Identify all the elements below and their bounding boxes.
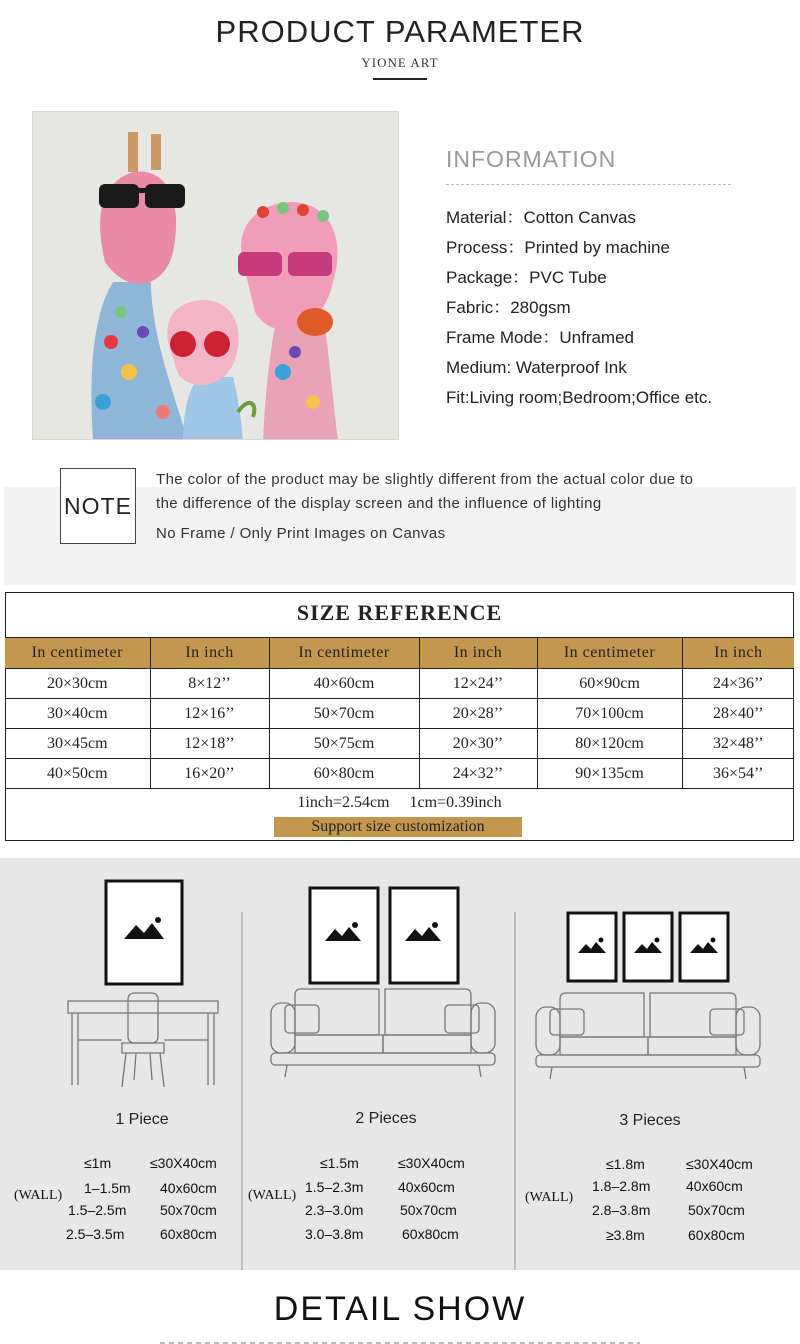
table-cell: 20×28’’ <box>419 699 537 729</box>
layout-1-size-2: 40x60cm <box>160 1180 217 1196</box>
information-list <box>446 207 712 417</box>
layout-divider <box>241 912 243 1270</box>
layout-1-wall-3: 1.5–2.5m <box>68 1202 127 1218</box>
table-cell: 12×24’’ <box>419 669 537 699</box>
information-divider <box>446 184 731 185</box>
layout-2-size-4: 60x80cm <box>402 1226 459 1242</box>
title-underline <box>373 78 427 80</box>
table-cell: 24×36’’ <box>682 669 794 699</box>
layout-3-wall-2: 1.8–2.8m <box>592 1178 651 1194</box>
layout-3-size-2: 40x60cm <box>686 1178 743 1194</box>
info-package: Package：PVC Tube <box>446 268 607 287</box>
table-cell: 28×40’’ <box>682 699 794 729</box>
table-cell: 50×75cm <box>269 729 419 759</box>
table-cell: 16×20’’ <box>150 759 269 789</box>
layout-1-wall-2: 1–1.5m <box>84 1180 131 1196</box>
layout-1-label: 1 Piece <box>115 1111 169 1128</box>
two-pieces-illustration <box>265 885 500 1085</box>
table-cell: 32×48’’ <box>682 729 794 759</box>
size-table-header <box>5 638 794 669</box>
layout-3-size-3: 50x70cm <box>688 1202 745 1218</box>
info-fit: Fit:Living room;Bedroom;Office etc. <box>446 388 713 407</box>
giraffe-family-illustration <box>33 112 399 440</box>
table-cell: 30×45cm <box>5 729 150 759</box>
customization-badge: Support size customization <box>274 817 522 837</box>
info-material: Material：Cotton Canvas <box>446 208 636 227</box>
page-title: PRODUCT PARAMETER <box>215 14 585 49</box>
layout-3-size-4: 60x80cm <box>688 1227 745 1243</box>
table-cell: 70×100cm <box>537 699 682 729</box>
layout-2-size-3: 50x70cm <box>400 1202 457 1218</box>
note-label: NOTE <box>60 468 136 544</box>
header-inch-3: In inch <box>682 638 794 669</box>
table-cell: 36×54’’ <box>682 759 794 789</box>
unit-conversion: 1inch=2.54cm 1cm=0.39inch <box>297 794 502 811</box>
info-medium: Medium: Waterproof Ink <box>446 358 627 377</box>
table-cell: 60×80cm <box>269 759 419 789</box>
layout-3-wall-4: ≥3.8m <box>606 1227 645 1243</box>
header-inch-2: In inch <box>419 638 537 669</box>
header-cm-3: In centimeter <box>537 638 682 669</box>
layout-1-size-4: 60x80cm <box>160 1226 217 1242</box>
table-cell: 24×32’’ <box>419 759 537 789</box>
layout-1-wall-4: 2.5–3.5m <box>66 1226 125 1242</box>
note-line-1: The color of the product may be slightly different from the actual color due to <box>156 471 694 488</box>
layout-2-wall-1: ≤1.5m <box>320 1155 359 1171</box>
table-cell: 90×135cm <box>537 759 682 789</box>
layout-1-wall-label: (WALL) <box>14 1188 63 1203</box>
layout-1-wall-1: ≤1m <box>84 1155 112 1171</box>
three-pieces-illustration <box>530 905 765 1085</box>
layout-1-size-3: 50x70cm <box>160 1202 217 1218</box>
note-line-2: the difference of the display screen and the influence of lighting <box>156 495 602 512</box>
size-table <box>5 637 794 789</box>
table-cell: 12×18’’ <box>150 729 269 759</box>
layout-3-label: 3 Pieces <box>619 1112 681 1129</box>
detail-show-title: DETAIL SHOW <box>273 1290 527 1328</box>
table-row <box>5 729 794 759</box>
info-fabric: Fabric：280gsm <box>446 298 571 317</box>
header-cm-2: In centimeter <box>269 638 419 669</box>
detail-subtitle-cropped <box>160 1338 640 1344</box>
layout-2-wall-4: 3.0–3.8m <box>305 1226 364 1242</box>
info-process: Process：Printed by machine <box>446 238 670 257</box>
layout-3-wall-1: ≤1.8m <box>606 1156 645 1172</box>
table-cell: 60×90cm <box>537 669 682 699</box>
table-cell: 40×60cm <box>269 669 419 699</box>
table-cell: 50×70cm <box>269 699 419 729</box>
layout-3-wall-label: (WALL) <box>525 1190 574 1205</box>
note-line-3: No Frame / Only Print Images on Canvas <box>156 525 446 542</box>
brand-subtitle: YIONE ART <box>361 55 439 70</box>
layout-2-size-2: 40x60cm <box>398 1179 455 1195</box>
table-cell: 8×12’’ <box>150 669 269 699</box>
table-row <box>5 669 794 699</box>
header-inch-1: In inch <box>150 638 269 669</box>
layout-1-size-1: ≤30X40cm <box>150 1155 217 1171</box>
table-cell: 20×30cm <box>5 669 150 699</box>
layout-divider <box>514 912 516 1270</box>
layout-2-wall-2: 1.5–2.3m <box>305 1179 364 1195</box>
layout-2-wall-3: 2.3–3.0m <box>305 1202 364 1218</box>
size-reference-title: SIZE REFERENCE <box>296 600 503 625</box>
layout-3-size-1: ≤30X40cm <box>686 1156 753 1172</box>
table-cell: 30×40cm <box>5 699 150 729</box>
table-row <box>5 759 794 789</box>
header-cm-1: In centimeter <box>5 638 150 669</box>
table-cell: 80×120cm <box>537 729 682 759</box>
table-cell: 40×50cm <box>5 759 150 789</box>
product-image <box>32 111 399 440</box>
table-cell: 20×30’’ <box>419 729 537 759</box>
layout-2-wall-label: (WALL) <box>248 1188 297 1203</box>
layout-2-label: 2 Pieces <box>355 1110 417 1127</box>
layout-3-wall-3: 2.8–3.8m <box>592 1202 651 1218</box>
layout-2-size-1: ≤30X40cm <box>398 1155 465 1171</box>
one-piece-illustration <box>60 875 225 1090</box>
info-frame-mode: Frame Mode：Unframed <box>446 328 635 347</box>
table-row <box>5 699 794 729</box>
information-heading: INFORMATION <box>446 146 617 172</box>
table-cell: 12×16’’ <box>150 699 269 729</box>
